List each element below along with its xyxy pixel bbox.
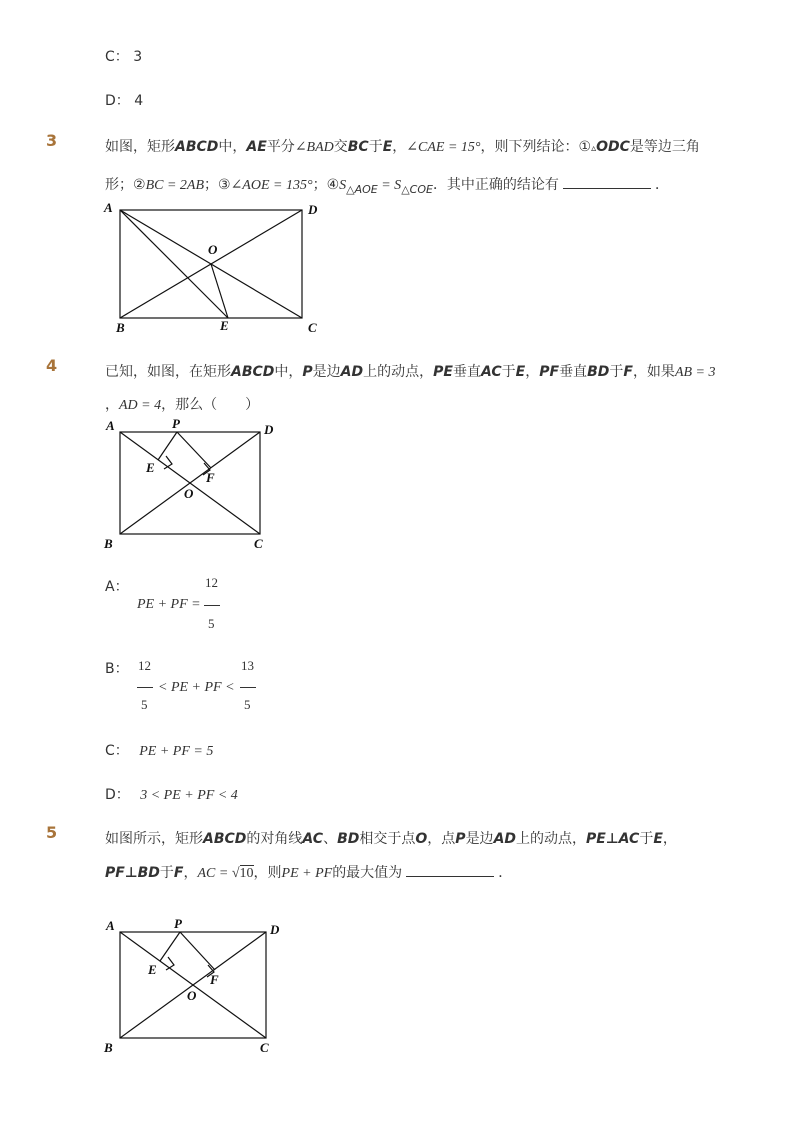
label-o: O	[187, 988, 197, 1003]
question-5-line-2: PF⊥BD于F，AC = √10，则PE + PF的最大值为 ．	[105, 865, 513, 881]
option-b-label: B：	[105, 661, 129, 677]
question-5-number: 5	[46, 823, 58, 842]
option-d-q4[interactable]	[105, 784, 238, 804]
label-e: E	[148, 962, 157, 977]
option-c-q4-expr: PE + PF = 5	[139, 744, 214, 759]
question-3-line-2: 形；②BC = 2AB；③∠AOE = 135°；$④S_{\triangle AOE} = S_{\triangle COE}$．其中正确的结论有 ．	[105, 177, 669, 196]
option-c-value: 3	[133, 49, 143, 65]
option-d-value: 4	[134, 93, 144, 109]
question-3-number: 3	[46, 131, 58, 150]
option-a-den: 5	[208, 616, 215, 631]
option-c-q4-label: C：	[105, 743, 129, 759]
label-a: A	[106, 418, 115, 433]
option-c-q4[interactable]	[105, 740, 213, 760]
question-5-figure	[100, 912, 290, 1057]
label-d: D	[308, 202, 318, 217]
label-e: E	[220, 318, 229, 333]
label-a: A	[106, 918, 115, 933]
label-c: C	[308, 320, 317, 335]
label-e: E	[146, 460, 155, 475]
label-f: F	[206, 470, 215, 485]
option-d-q4-label: D：	[105, 787, 130, 803]
label-b: B	[104, 1040, 113, 1055]
label-o: O	[208, 242, 218, 257]
question-4-figure	[100, 414, 280, 554]
label-f: F	[210, 972, 219, 987]
option-a-fraction-bar	[204, 605, 220, 606]
question-3-figure	[100, 200, 340, 340]
option-c[interactable]	[105, 46, 142, 66]
question-4-number: 4	[46, 356, 58, 375]
question-4-line-1: 已知，如图，在矩形ABCD中，P是边AD上的动点，PE垂直AC于E，PF垂直BD于F，如果AB = 3	[105, 364, 716, 380]
option-b-den-1: 5	[141, 697, 148, 712]
option-d[interactable]	[105, 90, 143, 110]
label-d: D	[270, 922, 280, 937]
label-p: P	[174, 916, 182, 931]
option-b-den-2: 5	[244, 697, 251, 712]
label-b: B	[104, 536, 113, 551]
label-p: P	[172, 416, 180, 431]
option-b-num-1: 12	[138, 658, 151, 673]
option-c-label: C：	[105, 49, 129, 65]
label-d: D	[264, 422, 274, 437]
label-b: B	[116, 320, 125, 335]
answer-blank[interactable]	[563, 176, 651, 189]
question-5-line-1: 如图所示，矩形ABCD的对角线AC、BD相交于点O，点P是边AD上的动点，PE⊥AC于E，	[105, 831, 677, 847]
option-a-num: 12	[205, 575, 218, 590]
answer-blank-q5[interactable]	[406, 864, 494, 877]
option-b-num-2: 13	[241, 658, 254, 673]
question-3-line-1: 如图，矩形ABCD中，AE平分∠BAD交BC于E，∠CAE = 15°，则下列结论：①▵ODC是等边三角	[105, 139, 700, 155]
label-c: C	[254, 536, 263, 551]
option-a-lhs: PE + PF =	[137, 597, 201, 612]
option-d-label: D：	[105, 93, 130, 109]
question-4-line-2: ，AD = 4，那么（ ）	[105, 397, 260, 413]
option-b-fraction-bar-1	[137, 687, 153, 688]
label-a: A	[104, 200, 113, 215]
label-c: C	[260, 1040, 269, 1055]
label-o: O	[184, 486, 194, 501]
sqrt-sign: √	[231, 866, 240, 881]
option-a-label: A：	[105, 579, 129, 595]
option-b-fraction-bar-2	[240, 687, 256, 688]
option-d-q4-expr: 3 < PE + PF < 4	[140, 788, 238, 803]
option-b-middle: < PE + PF <	[158, 680, 235, 695]
